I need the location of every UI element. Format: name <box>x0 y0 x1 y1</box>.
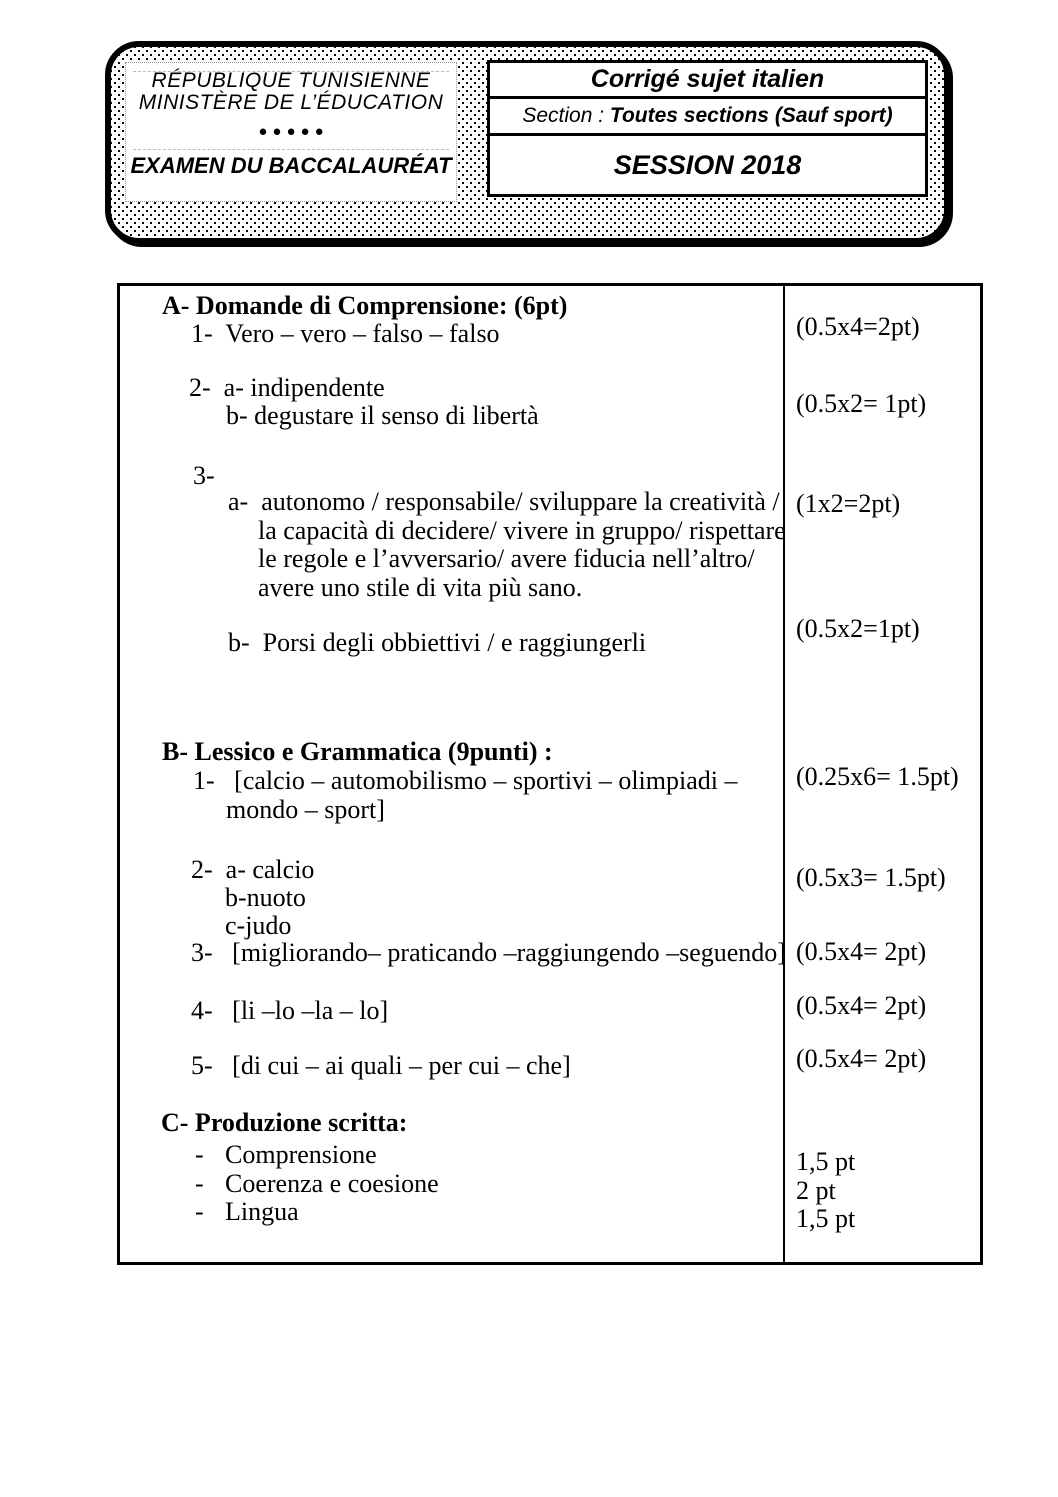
answer-b1-line2: mondo – sport] <box>226 795 385 824</box>
column-divider <box>783 286 785 1262</box>
republic-line: RÉPUBLIQUE TUNISIENNE <box>151 69 431 92</box>
answer-a3a-line3: le regole e l’avversario/ avere fiducia nell’altro/ <box>258 544 755 573</box>
section-c-heading: C- Produzione scritta: <box>161 1108 408 1137</box>
point-value-a2: (0.5x2= 1pt) <box>796 389 927 418</box>
section-value: Toutes sections (Sauf sport) <box>609 104 893 127</box>
point-value-b3: (0.5x4= 2pt) <box>796 937 927 966</box>
point-value-a1: (0.5x4=2pt) <box>796 312 920 341</box>
point-value-c2: 2 pt <box>796 1176 836 1205</box>
answer-b2a: 2- a- calcio <box>191 855 315 884</box>
session-title: SESSION 2018 <box>613 149 802 180</box>
answer-b2b: b-nuoto <box>225 883 306 912</box>
point-value-c1: 1,5 pt <box>796 1147 856 1176</box>
point-value-c3: 1,5 pt <box>796 1204 856 1233</box>
criterion-label: Lingua <box>225 1197 299 1226</box>
bullet-dash: - <box>195 1169 204 1198</box>
criterion-label: Coerenza e coesione <box>225 1169 439 1198</box>
point-value-a3b: (0.5x2=1pt) <box>796 614 920 643</box>
point-value-b5: (0.5x4= 2pt) <box>796 1044 927 1073</box>
answer-a2b: b- degustare il senso di libertà <box>226 401 539 430</box>
answer-a3b: b- Porsi degli obbiettivi / e raggiungerli <box>228 628 647 657</box>
answer-b4: 4- [li –lo –la – lo] <box>191 996 389 1025</box>
point-value-b4: (0.5x4= 2pt) <box>796 991 927 1020</box>
criterion-comprensione <box>195 1141 377 1168</box>
section-row <box>490 99 925 136</box>
answer-a3a-line4: avere uno stile di vita più sano. <box>258 573 583 602</box>
section-label: Section : <box>522 104 610 127</box>
exam-info-box <box>487 60 928 197</box>
answer-b2c: c-judo <box>225 911 292 940</box>
answer-a3a-line2: la capacità di decidere/ vivere in gruppo/ rispettare <box>258 516 786 545</box>
answer-b3: 3- [migliorando– praticando –raggiungendo –seguendo] <box>191 938 786 967</box>
institution-lines <box>126 70 456 114</box>
bullet-dash: - <box>195 1140 204 1169</box>
subject-title: Corrigé sujet italien <box>490 63 925 99</box>
criterion-label: Comprensione <box>225 1140 377 1169</box>
bullet-dash: - <box>195 1197 204 1226</box>
answer-a2a: 2- a- indipendente <box>189 373 385 402</box>
exam-title: EXAMEN DU BACCALAURÉAT <box>130 153 452 178</box>
point-value-a3a: (1x2=2pt) <box>796 489 901 518</box>
point-value-b1: (0.25x6= 1.5pt) <box>796 762 959 791</box>
institution-box <box>125 62 457 202</box>
criterion-lingua <box>195 1198 299 1225</box>
answer-a3a-line1: a- autonomo / responsabile/ sviluppare la creatività / <box>228 487 780 516</box>
criterion-coerenza <box>195 1170 439 1197</box>
section-a-heading: A- Domande di Comprensione: (6pt) <box>162 291 568 320</box>
dots-separator: ●●●●● <box>258 124 329 140</box>
dashed-separator <box>133 149 450 150</box>
header-banner <box>105 41 950 244</box>
answer-b5: 5- [di cui – ai quali – per cui – che] <box>191 1051 571 1080</box>
answer-b1-line1: 1- [calcio – automobilismo – sportivi – olimpiadi – <box>193 766 738 795</box>
answer-a1: 1- Vero – vero – falso – falso <box>191 319 500 348</box>
section-b-heading: B- Lessico e Grammatica (9punti) : <box>162 737 553 766</box>
ministry-line: MINISTÈRE DE L’ÉDUCATION <box>138 91 444 114</box>
answer-a3-number: 3- <box>193 461 215 490</box>
answer-table <box>117 283 983 1265</box>
point-value-b2: (0.5x3= 1.5pt) <box>796 863 946 892</box>
